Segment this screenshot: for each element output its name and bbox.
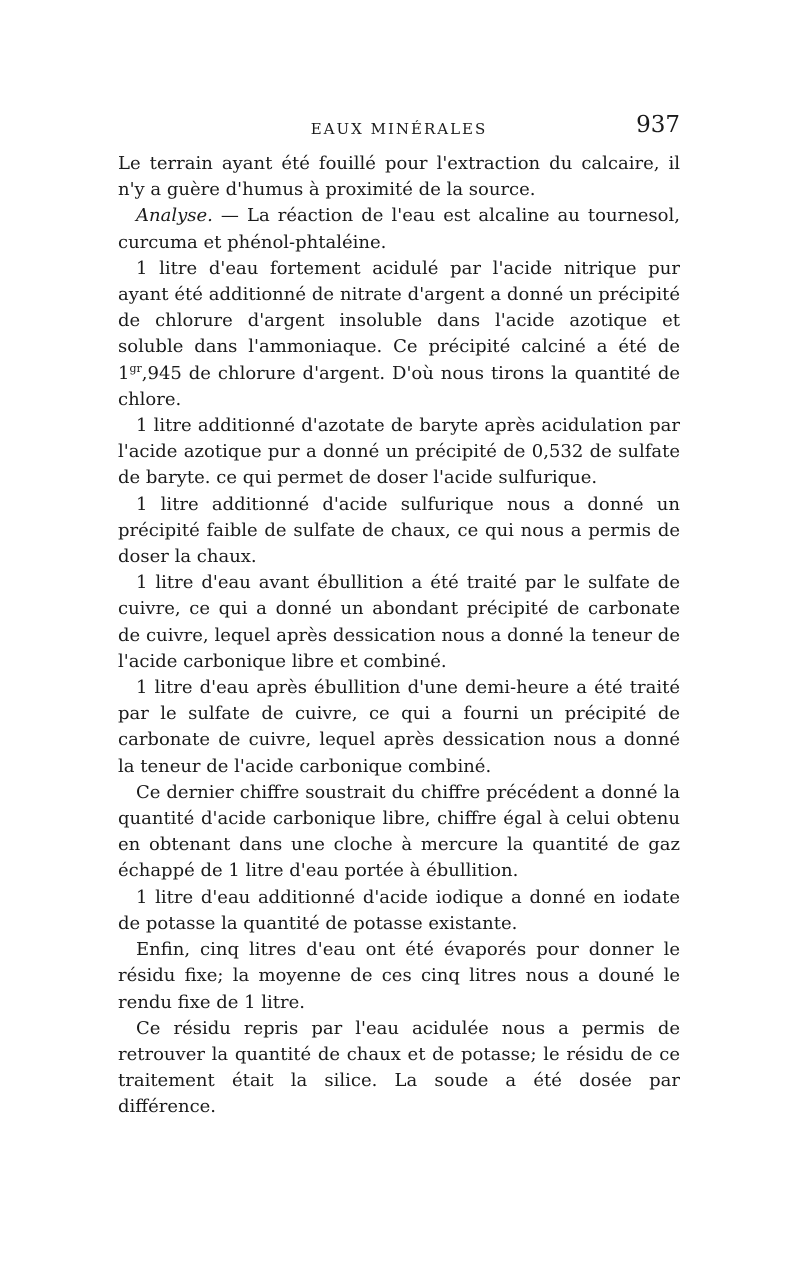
- paragraph-potasse: 1 litre d'eau additionné d'acide iodique a donné en iodate de potasse la quantité de potasse existante.: [118, 886, 680, 934]
- paragraph-residu-fixe: Enfin, cinq litres d'eau ont été évaporés pour donner le résidu fixe; la moyenne de ces cinq litres nous a douné le rendu fixe de 1 litre.: [118, 939, 680, 1013]
- analyse-text: — La réaction de l'eau est alcaline au tournesol, curcuma et phénol-phtaléine.: [118, 205, 680, 253]
- chlore-text-b: ,945 de chlorure d'argent. D'où nous tirons la quantité de chlore.: [118, 362, 680, 410]
- paragraph-carbonique-libre: 1 litre d'eau avant ébullition a été traité par le sulfate de cuivre, ce qui a donné un abondant précipité de carbonate de cuivre, lequel après dessication nous a donné la teneur de l'acide carbonique libre et combiné.: [118, 572, 680, 672]
- paragraph-chaux: 1 litre additionné d'acide sulfurique nous a donné un précipité faible de sulfate de chaux, ce qui nous a permis de doser la chaux.: [118, 493, 680, 568]
- paragraph-terrain: Le terrain ayant été fouillé pour l'extraction du calcaire, il n'y a guère d'humus à proximité de la source.: [118, 153, 680, 201]
- page-header: [118, 112, 680, 142]
- body-text: [118, 151, 680, 1121]
- analyse-heading: Analyse.: [136, 205, 213, 227]
- paragraph-analyse: [118, 203, 680, 255]
- paragraph-silice: Ce résidu repris par l'eau acidulée nous a permis de retrouver la quantité de chaux et de potasse; le résidu de ce traitement était la silice. La soude a été dosée par différence.: [118, 1017, 680, 1118]
- paragraph-sulfurique: 1 litre additionné d'azotate de baryte après acidulation par l'acide azotique pur a donné un précipité de 0,532 de sulfate de baryte. ce qui permet de doser l'acide sulfurique.: [118, 415, 680, 489]
- page-number: 937: [636, 112, 680, 138]
- running-title: EAUX MINÉRALES: [310, 120, 488, 138]
- paragraph-carbonique-combine: 1 litre d'eau après ébullition d'une demi-heure a été traité par le sulfate de cuivre, ce qui a fourni un précipité de carbonate de cuivre, lequel après dessication nous a donné la teneur de l'acide carbonique combiné.: [118, 677, 680, 777]
- paragraph-soustraction: Ce dernier chiffre soustrait du chiffre précédent a donné la quantité d'acide carbonique libre, chiffre égal à celui obtenu en obtenant dans une cloche à mercure la quantité de gaz échappé de 1 litre d'eau portée à ébullition.: [118, 781, 680, 882]
- gram-superscript: gr: [129, 361, 142, 375]
- chlore-text-a: 1 litre d'eau fortement acidulé par l'acide nitrique pur ayant été additionné de nitrate d'argent a donné un précipité de chlorure d'argent insoluble dans l'acide azotique et soluble dans l'ammoniaque. Ce précipité calciné a été de 1: [118, 257, 680, 384]
- paragraph-chlore: [118, 256, 680, 413]
